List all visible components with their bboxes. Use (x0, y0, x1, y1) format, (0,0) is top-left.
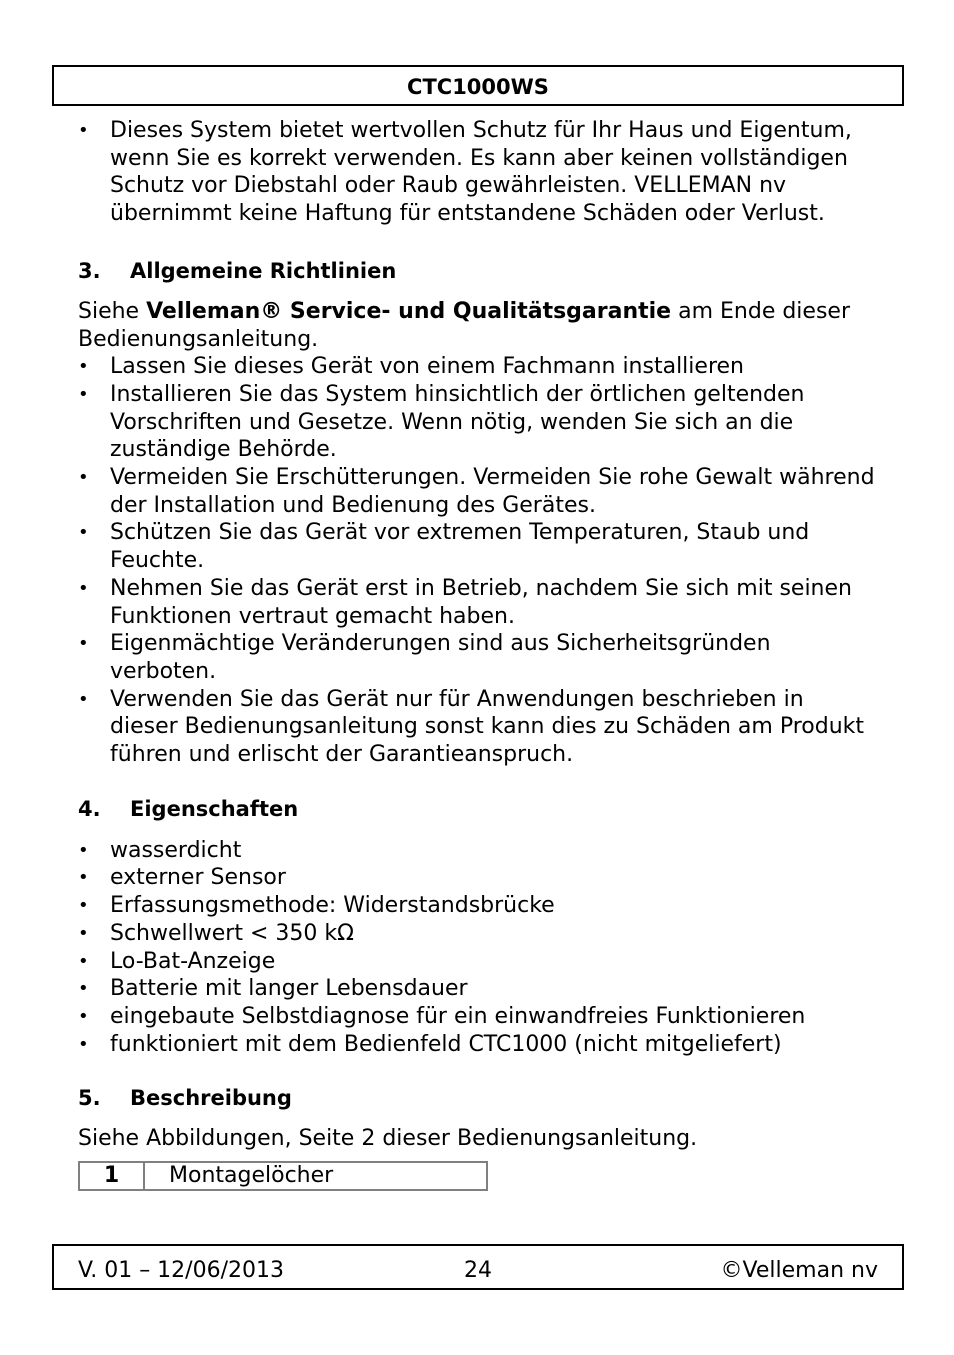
section-3-heading (78, 257, 878, 285)
paragraph-bold-text: Velleman® Service- und Qualitätsgarantie (146, 298, 672, 324)
list-item: • Verwenden Sie das Gerät nur für Anwendungen beschrieben in dieser Bedienungsanleitung sonst kann dies zu Schäden am Produkt führen und erlischt der Garantieanspruch. (78, 686, 878, 769)
section-5-paragraph: Siehe Abbildungen, Seite 2 dieser Bedienungsanleitung. (78, 1126, 698, 1152)
section-number: 5. (78, 1086, 101, 1111)
list-item: • Dieses System bietet wertvollen Schutz für Ihr Haus und Eigentum, wenn Sie es korrekt verwenden. Es kann aber keinen vollständigen Schutz vor Diebstahl oder Raub gewährleisten. VELLEMAN nv übernimmt keine Haftung für entstandene Schäden oder Verlust. (78, 117, 878, 228)
intro-bullet-list (78, 117, 878, 228)
list-item: • Erfassungsmethode: Widerstandsbrücke (78, 892, 878, 920)
page-content (78, 117, 878, 1191)
list-item: • Lo-Bat-Anzeige (78, 948, 878, 976)
section-number: 3. (78, 258, 101, 283)
header-title-box (52, 65, 904, 106)
part-label: Montagelöcher (144, 1162, 487, 1190)
paragraph-text: am Ende dieser Bedienungsanleitung. (78, 298, 850, 352)
list-item: • Nehmen Sie das Gerät erst in Betrieb, nachdem Sie sich mit seinen Funktionen vertraut gemacht haben. (78, 575, 878, 630)
section-title: Beschreibung (130, 1086, 292, 1111)
list-item: • Installieren Sie das System hinsichtlich der örtlichen geltenden Vorschriften und Gesetze. Wenn nötig, wenden Sie sich an die zuständige Behörde. (78, 381, 878, 464)
section-4-heading (78, 795, 878, 823)
list-item: • Vermeiden Sie Erschütterungen. Vermeiden Sie rohe Gewalt während der Installation und Bedienung des Gerätes. (78, 464, 878, 519)
section-3-paragraph (78, 298, 878, 353)
footer-version: V. 01 – 12/06/2013 (78, 1258, 284, 1283)
section-5-heading (78, 1084, 878, 1112)
list-item: • Eigenmächtige Veränderungen sind aus Sicherheitsgründen verboten. (78, 630, 878, 685)
list-item: • externer Sensor (78, 864, 878, 892)
list-item: • Batterie mit langer Lebensdauer (78, 975, 878, 1003)
paragraph-text: Siehe (78, 298, 147, 324)
parts-table (78, 1161, 488, 1191)
footer (52, 1244, 904, 1290)
section-title: Allgemeine Richtlinien (130, 258, 397, 283)
section-3-bullet-list (78, 353, 878, 769)
list-item: • eingebaute Selbstdiagnose für ein einwandfreies Funktionieren (78, 1003, 878, 1031)
list-item: • Schwellwert < 350 kΩ (78, 920, 878, 948)
part-number: 1 (79, 1162, 144, 1190)
section-title: Eigenschaften (130, 796, 299, 821)
list-item: • Schützen Sie das Gerät vor extremen Temperaturen, Staub und Feuchte. (78, 519, 878, 574)
table-row (79, 1162, 487, 1190)
footer-copyright: ©Velleman nv (720, 1258, 878, 1283)
list-item: • wasserdicht (78, 837, 878, 865)
footer-page-number: 24 (464, 1258, 492, 1283)
header-title: CTC1000WS (407, 75, 549, 99)
section-number: 4. (78, 796, 101, 821)
list-item: • Lassen Sie dieses Gerät von einem Fachmann installieren (78, 353, 878, 381)
list-item: • funktioniert mit dem Bedienfeld CTC1000 (nicht mitgeliefert) (78, 1031, 878, 1059)
section-4-bullet-list (78, 837, 878, 1059)
